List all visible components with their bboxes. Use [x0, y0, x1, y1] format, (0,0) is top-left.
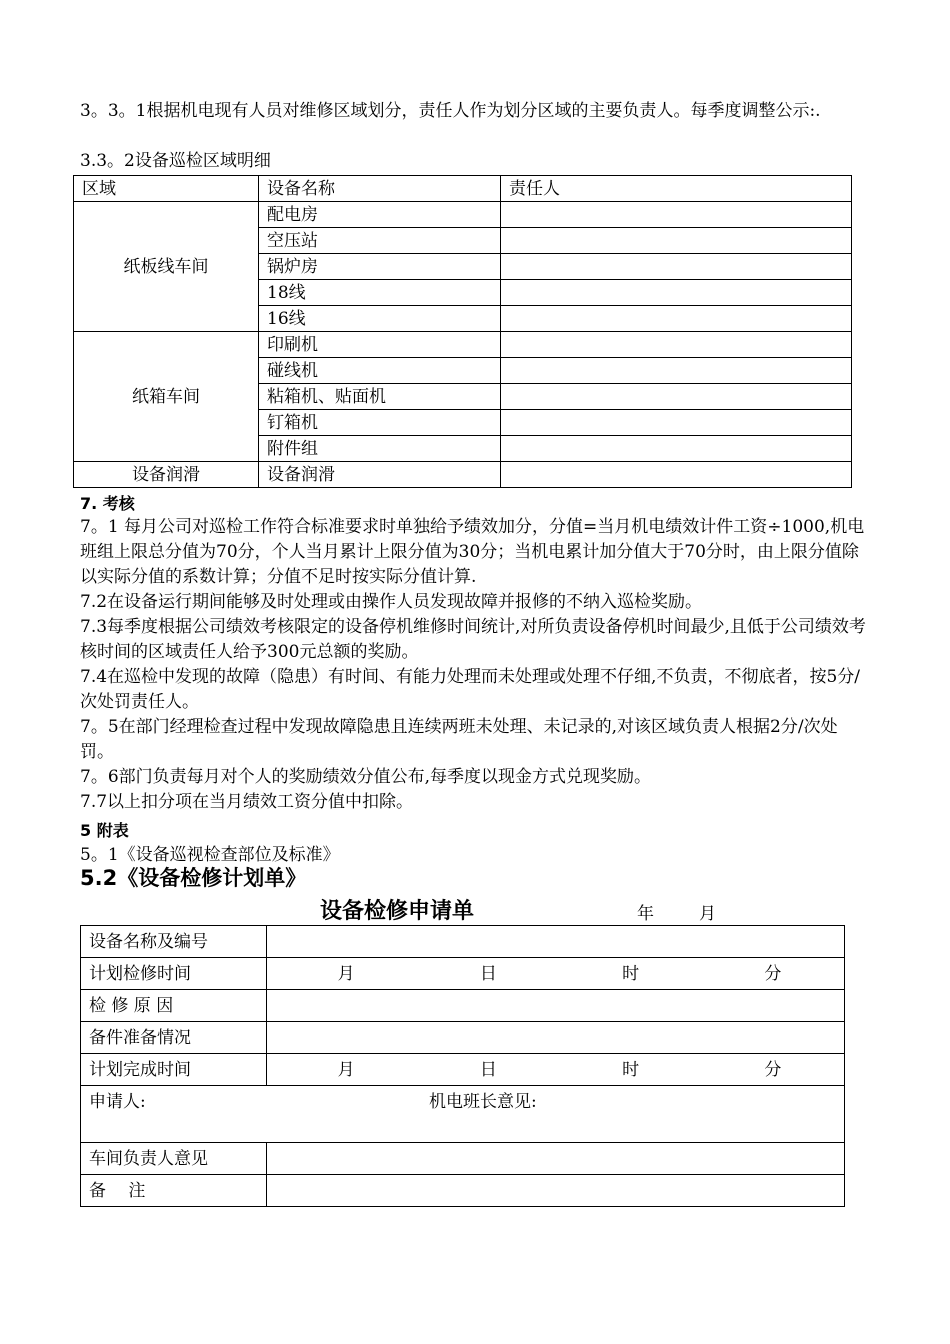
responsible-cell[interactable]	[501, 332, 852, 358]
row-finish-time	[81, 1054, 845, 1086]
reason-label: 检 修 原 因	[81, 990, 267, 1022]
responsible-cell[interactable]	[501, 306, 852, 332]
applicant-label: 申请人:	[89, 1092, 146, 1112]
assessment-item: 7.3每季度根据公司绩效考核限定的设备停机维修时间统计,对所负责设备停机时间最少,且低于公司绩效考核时间的区域责任人给予300元总额的奖励。	[80, 617, 866, 662]
month-unit: 月	[337, 963, 355, 984]
day-unit: 日	[479, 1059, 497, 1080]
applicant-cell[interactable]	[81, 1086, 845, 1143]
hour-unit: 时	[622, 963, 640, 984]
equipment-cell: 18线	[259, 280, 501, 306]
responsible-cell[interactable]	[501, 254, 852, 280]
form-year-month	[637, 899, 761, 924]
paragraph-5-2: 5.2《设备检修计划单》	[80, 866, 307, 890]
equipment-name-field[interactable]	[267, 926, 845, 958]
assessment-item: 7。1 每月公司对巡检工作符合标准要求时单独给予绩效加分，分值=当月机电绩效计件工资÷1000,机电班组上限总分值为70分，个人当月累计上限分值为30分；当机电累计加分值大于70分时，由上限分值除以实际分值的系数计算；分值不足时按实际分值计算.	[80, 517, 865, 587]
table-row	[74, 462, 852, 488]
inspection-zone-table	[73, 175, 852, 488]
row-workshop-opinion	[81, 1143, 845, 1175]
assessment-item: 7.2在设备运行期间能够及时处理或由操作人员发现故障并报修的不纳入巡检奖励。	[80, 592, 703, 612]
column-header: 责任人	[501, 176, 852, 202]
month-label: 月	[699, 904, 716, 924]
responsible-cell[interactable]	[501, 384, 852, 410]
equipment-cell: 碰线机	[259, 358, 501, 384]
responsible-cell[interactable]	[501, 228, 852, 254]
assessment-item: 7.4在巡检中发现的故障（隐患）有时间、有能力处理而未处理或处理不仔细,不负责，不彻底者，按5分/次处罚责任人。	[80, 667, 860, 712]
equipment-cell: 配电房	[259, 202, 501, 228]
finish-time-label: 计划完成时间	[81, 1054, 267, 1086]
responsible-cell[interactable]	[501, 202, 852, 228]
equipment-cell: 粘箱机、贴面机	[259, 384, 501, 410]
table-row	[74, 332, 852, 358]
row-applicant	[81, 1086, 845, 1143]
area-cell: 纸板线车间	[74, 202, 259, 332]
leader-opinion-label: 机电班长意见:	[429, 1092, 537, 1112]
paragraph-5-1: 5。1《设备巡视检查部位及标准》	[80, 845, 340, 865]
parts-label: 备件准备情况	[81, 1022, 267, 1054]
row-parts	[81, 1022, 845, 1054]
plan-time-label: 计划检修时间	[81, 958, 267, 990]
finish-time-field[interactable]	[267, 1054, 845, 1086]
equipment-cell: 16线	[259, 306, 501, 332]
minute-unit: 分	[764, 1059, 782, 1080]
equipment-cell: 空压站	[259, 228, 501, 254]
remark-field[interactable]	[267, 1175, 845, 1207]
paragraph-3-3-2: 3.3。2设备巡检区域明细	[80, 151, 271, 171]
month-unit: 月	[337, 1059, 355, 1080]
row-remark	[81, 1175, 845, 1207]
area-cell: 设备润滑	[74, 462, 259, 488]
year-label: 年	[637, 904, 654, 924]
section-5-title: 5 附表	[80, 821, 129, 840]
equipment-cell: 附件组	[259, 436, 501, 462]
assessment-item: 7。5在部门经理检查过程中发现故障隐患且连续两班未处理、未记录的,对该区域负责人根据2分/次处罚。	[80, 717, 838, 762]
workshop-opinion-field[interactable]	[267, 1143, 845, 1175]
equipment-cell: 钉箱机	[259, 410, 501, 436]
plan-time-field[interactable]	[267, 958, 845, 990]
assessment-item: 7。6部门负责每月对个人的奖励绩效分值公布,每季度以现金方式兑现奖励。	[80, 767, 652, 787]
column-header: 区域	[74, 176, 259, 202]
responsible-cell[interactable]	[501, 436, 852, 462]
area-cell: 纸箱车间	[74, 332, 259, 462]
responsible-cell[interactable]	[501, 358, 852, 384]
assessment-item: 7.7以上扣分项在当月绩效工资分值中扣除。	[80, 792, 414, 812]
reason-field[interactable]	[267, 990, 845, 1022]
parts-field[interactable]	[267, 1022, 845, 1054]
row-plan-time	[81, 958, 845, 990]
section-7-title: 7. 考核	[80, 494, 135, 513]
equipment-name-label: 设备名称及编号	[81, 926, 267, 958]
row-equipment-name	[81, 926, 845, 958]
responsible-cell[interactable]	[501, 280, 852, 306]
table-row	[74, 202, 852, 228]
hour-unit: 时	[622, 1059, 640, 1080]
form-title: 设备检修申请单	[320, 899, 475, 924]
paragraph-3-3-1: 3。3。1根据机电现有人员对维修区域划分，责任人作为划分区域的主要负责人。每季度调整公示:.	[80, 101, 821, 121]
equipment-cell: 锅炉房	[259, 254, 501, 280]
remark-label: 备 注	[81, 1175, 267, 1207]
table-header-row	[74, 176, 852, 202]
workshop-opinion-label: 车间负责人意见	[81, 1143, 267, 1175]
day-unit: 日	[479, 963, 497, 984]
equipment-cell: 设备润滑	[259, 462, 501, 488]
equipment-cell: 印刷机	[259, 332, 501, 358]
row-reason	[81, 990, 845, 1022]
responsible-cell[interactable]	[501, 410, 852, 436]
repair-application-table	[80, 925, 845, 1207]
minute-unit: 分	[764, 963, 782, 984]
column-header: 设备名称	[259, 176, 501, 202]
responsible-cell[interactable]	[501, 462, 852, 488]
